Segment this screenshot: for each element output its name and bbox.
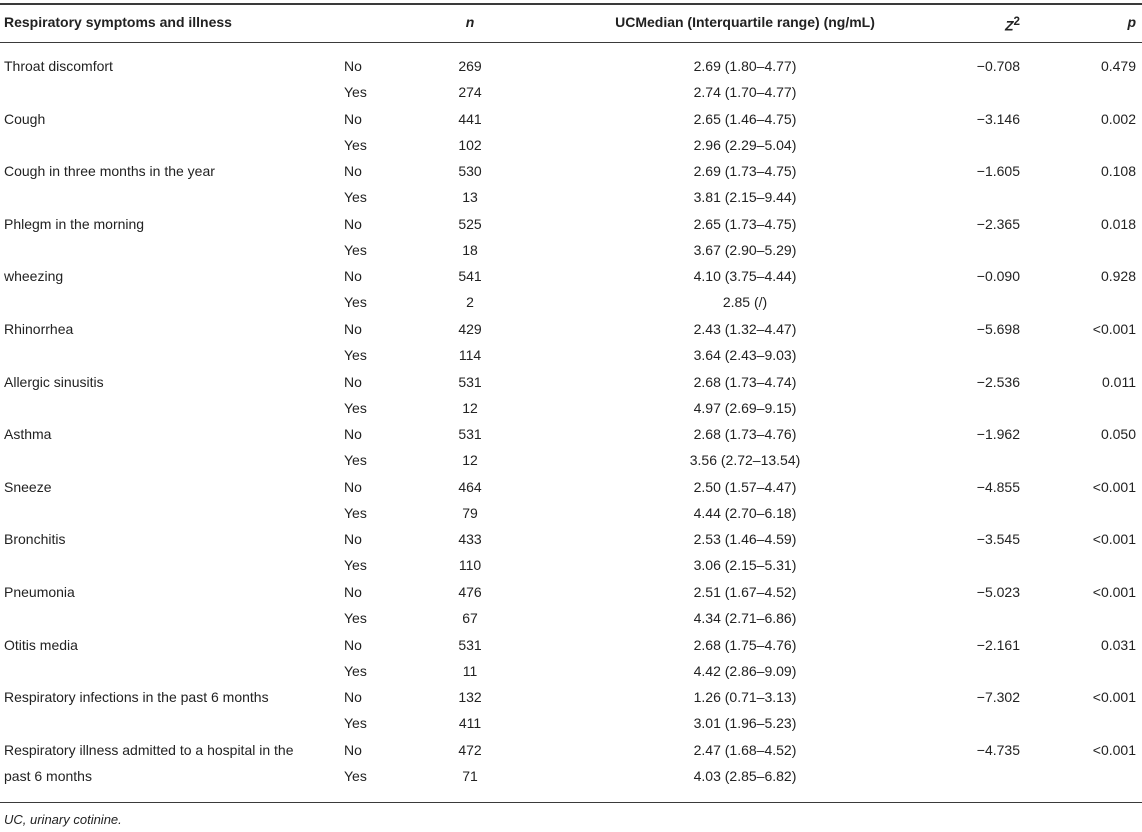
row-label: Bronchitis <box>4 531 66 548</box>
row-z: −3.545 <box>976 531 1020 548</box>
row-no-label: No <box>344 163 362 180</box>
row-yes-n: 102 <box>458 136 482 153</box>
row-no-n: 531 <box>458 373 482 390</box>
row-no-n: 531 <box>458 426 482 443</box>
row-yes-n: 12 <box>462 452 478 469</box>
row-p: 0.479 <box>1100 58 1136 74</box>
row-label: Otitis media <box>4 636 78 653</box>
row-no-median: 2.69 (1.73–4.75) <box>693 163 797 180</box>
header-z-letter: Z <box>1004 17 1014 34</box>
row-label: Respiratory infections in the past 6 months <box>4 689 269 706</box>
row-yes-label: Yes <box>344 136 367 153</box>
row-label: Respiratory illness admitted to a hospital in the past 6 months <box>4 741 294 784</box>
header-rule <box>0 42 1142 43</box>
row-z: −5.023 <box>976 583 1020 600</box>
row-no-label: No <box>344 215 362 232</box>
table-header <box>0 0 1142 42</box>
table-row-group <box>0 632 1142 685</box>
row-no-label: No <box>344 373 362 390</box>
row-no-n: 429 <box>458 320 482 337</box>
header-p: p <box>1127 14 1136 30</box>
row-no-label: No <box>344 478 362 495</box>
row-no-median: 2.68 (1.73–4.74) <box>693 373 797 390</box>
row-yes-n: 11 <box>462 662 478 679</box>
header-label: Respiratory symptoms and illness <box>4 14 232 30</box>
row-no-median: 2.65 (1.73–4.75) <box>693 215 797 232</box>
row-yes-n: 274 <box>458 84 482 100</box>
row-no-n: 441 <box>458 110 482 127</box>
row-no-n: 132 <box>458 689 482 706</box>
row-z: −3.146 <box>976 110 1020 127</box>
row-yes-median: 4.42 (2.86–9.09) <box>693 662 797 679</box>
row-label: wheezing <box>4 268 64 285</box>
row-yes-median: 3.56 (2.72–13.54) <box>689 452 801 469</box>
header-n: n <box>465 14 475 30</box>
row-yes-label: Yes <box>344 399 367 416</box>
row-p: <0.001 <box>1092 689 1136 706</box>
row-no-n: 464 <box>458 478 482 495</box>
row-yes-label: Yes <box>344 767 367 784</box>
row-no-label: No <box>344 426 362 443</box>
row-yes-median: 4.03 (2.85–6.82) <box>693 767 797 784</box>
table-row-group <box>0 579 1142 632</box>
row-yes-label: Yes <box>344 241 367 258</box>
row-yes-label: Yes <box>344 84 367 100</box>
row-yes-median: 4.44 (2.70–6.18) <box>693 504 797 521</box>
header-z <box>880 13 1020 35</box>
table-row-group <box>0 158 1142 211</box>
table-row-group <box>0 684 1142 737</box>
row-yes-label: Yes <box>344 294 367 311</box>
row-label: Cough in three months in the year <box>4 163 215 180</box>
row-no-median: 2.69 (1.80–4.77) <box>693 58 797 74</box>
row-no-n: 476 <box>458 583 482 600</box>
row-no-n: 433 <box>458 531 482 548</box>
row-z: −2.161 <box>976 636 1020 653</box>
row-no-median: 2.43 (1.32–4.47) <box>693 320 797 337</box>
row-no-n: 472 <box>458 741 482 758</box>
row-label: Cough <box>4 110 46 127</box>
row-z: −7.302 <box>976 689 1020 706</box>
row-no-median: 2.47 (1.68–4.52) <box>693 741 797 758</box>
row-yes-median: 2.96 (2.29–5.04) <box>693 136 797 153</box>
row-no-label: No <box>344 741 362 758</box>
row-yes-n: 18 <box>462 241 478 258</box>
row-p: 0.050 <box>1100 426 1136 443</box>
row-yes-label: Yes <box>344 189 367 206</box>
row-p: 0.108 <box>1100 163 1136 180</box>
row-z: −5.698 <box>976 320 1020 337</box>
row-z: −0.708 <box>976 58 1020 74</box>
row-p: <0.001 <box>1092 531 1136 548</box>
row-yes-n: 79 <box>462 504 478 521</box>
table-row-group <box>0 53 1142 106</box>
row-label: Pneumonia <box>4 583 75 600</box>
row-no-n: 531 <box>458 636 482 653</box>
table-footnote: UC, urinary cotinine. <box>4 812 122 827</box>
row-yes-n: 114 <box>458 346 482 363</box>
row-z: −1.605 <box>976 163 1020 180</box>
row-p: 0.002 <box>1100 110 1136 127</box>
row-no-median: 1.26 (0.71–3.13) <box>693 689 797 706</box>
row-yes-median: 2.74 (1.70–4.77) <box>693 84 797 100</box>
row-yes-median: 3.01 (1.96–5.23) <box>693 715 797 732</box>
row-yes-median: 2.85 (/) <box>722 294 768 311</box>
row-yes-n: 12 <box>462 399 478 416</box>
row-label: Sneeze <box>4 478 52 495</box>
header-median: UCMedian (Interquartile range) (ng/mL) <box>615 14 875 30</box>
row-label: Asthma <box>4 426 52 443</box>
row-yes-median: 4.97 (2.69–9.15) <box>693 399 797 416</box>
row-z: −1.962 <box>976 426 1020 443</box>
row-no-n: 541 <box>458 268 482 285</box>
row-yes-n: 110 <box>458 557 482 574</box>
row-p: 0.011 <box>1102 373 1136 390</box>
table-row-group <box>0 369 1142 422</box>
row-no-median: 2.68 (1.73–4.76) <box>693 426 797 443</box>
row-yes-n: 13 <box>462 189 478 206</box>
row-no-label: No <box>344 583 362 600</box>
row-no-median: 2.53 (1.46–4.59) <box>693 531 797 548</box>
row-yes-n: 2 <box>466 294 474 311</box>
row-label: Allergic sinusitis <box>4 373 104 390</box>
row-no-median: 2.51 (1.67–4.52) <box>693 583 797 600</box>
row-yes-n: 411 <box>458 715 482 732</box>
row-yes-label: Yes <box>344 662 367 679</box>
row-label: Phlegm in the morning <box>4 215 145 232</box>
header-z-superscript: 2 <box>1013 15 1020 28</box>
row-yes-n: 67 <box>462 609 478 626</box>
row-z: −4.735 <box>976 741 1020 758</box>
row-yes-label: Yes <box>344 715 367 732</box>
row-label: Rhinorrhea <box>4 320 74 337</box>
table-row-group <box>0 106 1142 159</box>
row-no-median: 4.10 (3.75–4.44) <box>693 268 797 285</box>
row-yes-median: 4.34 (2.71–6.86) <box>693 609 797 626</box>
row-yes-label: Yes <box>344 504 367 521</box>
row-no-label: No <box>344 320 362 337</box>
table-row-group <box>0 421 1142 474</box>
bottom-rule <box>0 802 1142 803</box>
row-yes-median: 3.06 (2.15–5.31) <box>693 557 797 574</box>
table-row-group <box>0 263 1142 316</box>
row-p: 0.928 <box>1100 268 1136 285</box>
row-p: <0.001 <box>1092 478 1136 495</box>
row-no-median: 2.50 (1.57–4.47) <box>693 478 797 495</box>
table-row-group <box>0 474 1142 527</box>
row-z: −4.855 <box>976 478 1020 495</box>
row-yes-median: 3.64 (2.43–9.03) <box>693 346 797 363</box>
row-p: 0.031 <box>1100 636 1136 653</box>
row-yes-n: 71 <box>462 767 478 784</box>
row-no-label: No <box>344 636 362 653</box>
row-no-n: 525 <box>458 215 482 232</box>
row-no-label: No <box>344 268 362 285</box>
row-no-label: No <box>344 58 362 74</box>
row-z: −0.090 <box>976 268 1020 285</box>
row-no-median: 2.65 (1.46–4.75) <box>693 110 797 127</box>
row-yes-label: Yes <box>344 346 367 363</box>
row-no-n: 269 <box>458 58 482 74</box>
table-row-group <box>0 737 1142 790</box>
row-no-label: No <box>344 531 362 548</box>
row-z: −2.536 <box>976 373 1020 390</box>
row-z: −2.365 <box>976 215 1020 232</box>
row-p: <0.001 <box>1092 583 1136 600</box>
row-no-n: 530 <box>458 163 482 180</box>
row-no-label: No <box>344 689 362 706</box>
table-row-group <box>0 211 1142 264</box>
row-no-median: 2.68 (1.75–4.76) <box>693 636 797 653</box>
row-p: <0.001 <box>1092 320 1136 337</box>
row-p: <0.001 <box>1092 741 1136 758</box>
row-yes-label: Yes <box>344 557 367 574</box>
row-no-label: No <box>344 110 362 127</box>
table-body <box>0 53 1142 789</box>
table-row-group <box>0 526 1142 579</box>
table-row-group <box>0 316 1142 369</box>
row-yes-label: Yes <box>344 609 367 626</box>
row-yes-median: 3.81 (2.15–9.44) <box>693 189 797 206</box>
row-p: 0.018 <box>1100 215 1136 232</box>
row-label: Throat discomfort <box>4 58 113 74</box>
row-yes-label: Yes <box>344 452 367 469</box>
row-yes-median: 3.67 (2.90–5.29) <box>693 241 797 258</box>
